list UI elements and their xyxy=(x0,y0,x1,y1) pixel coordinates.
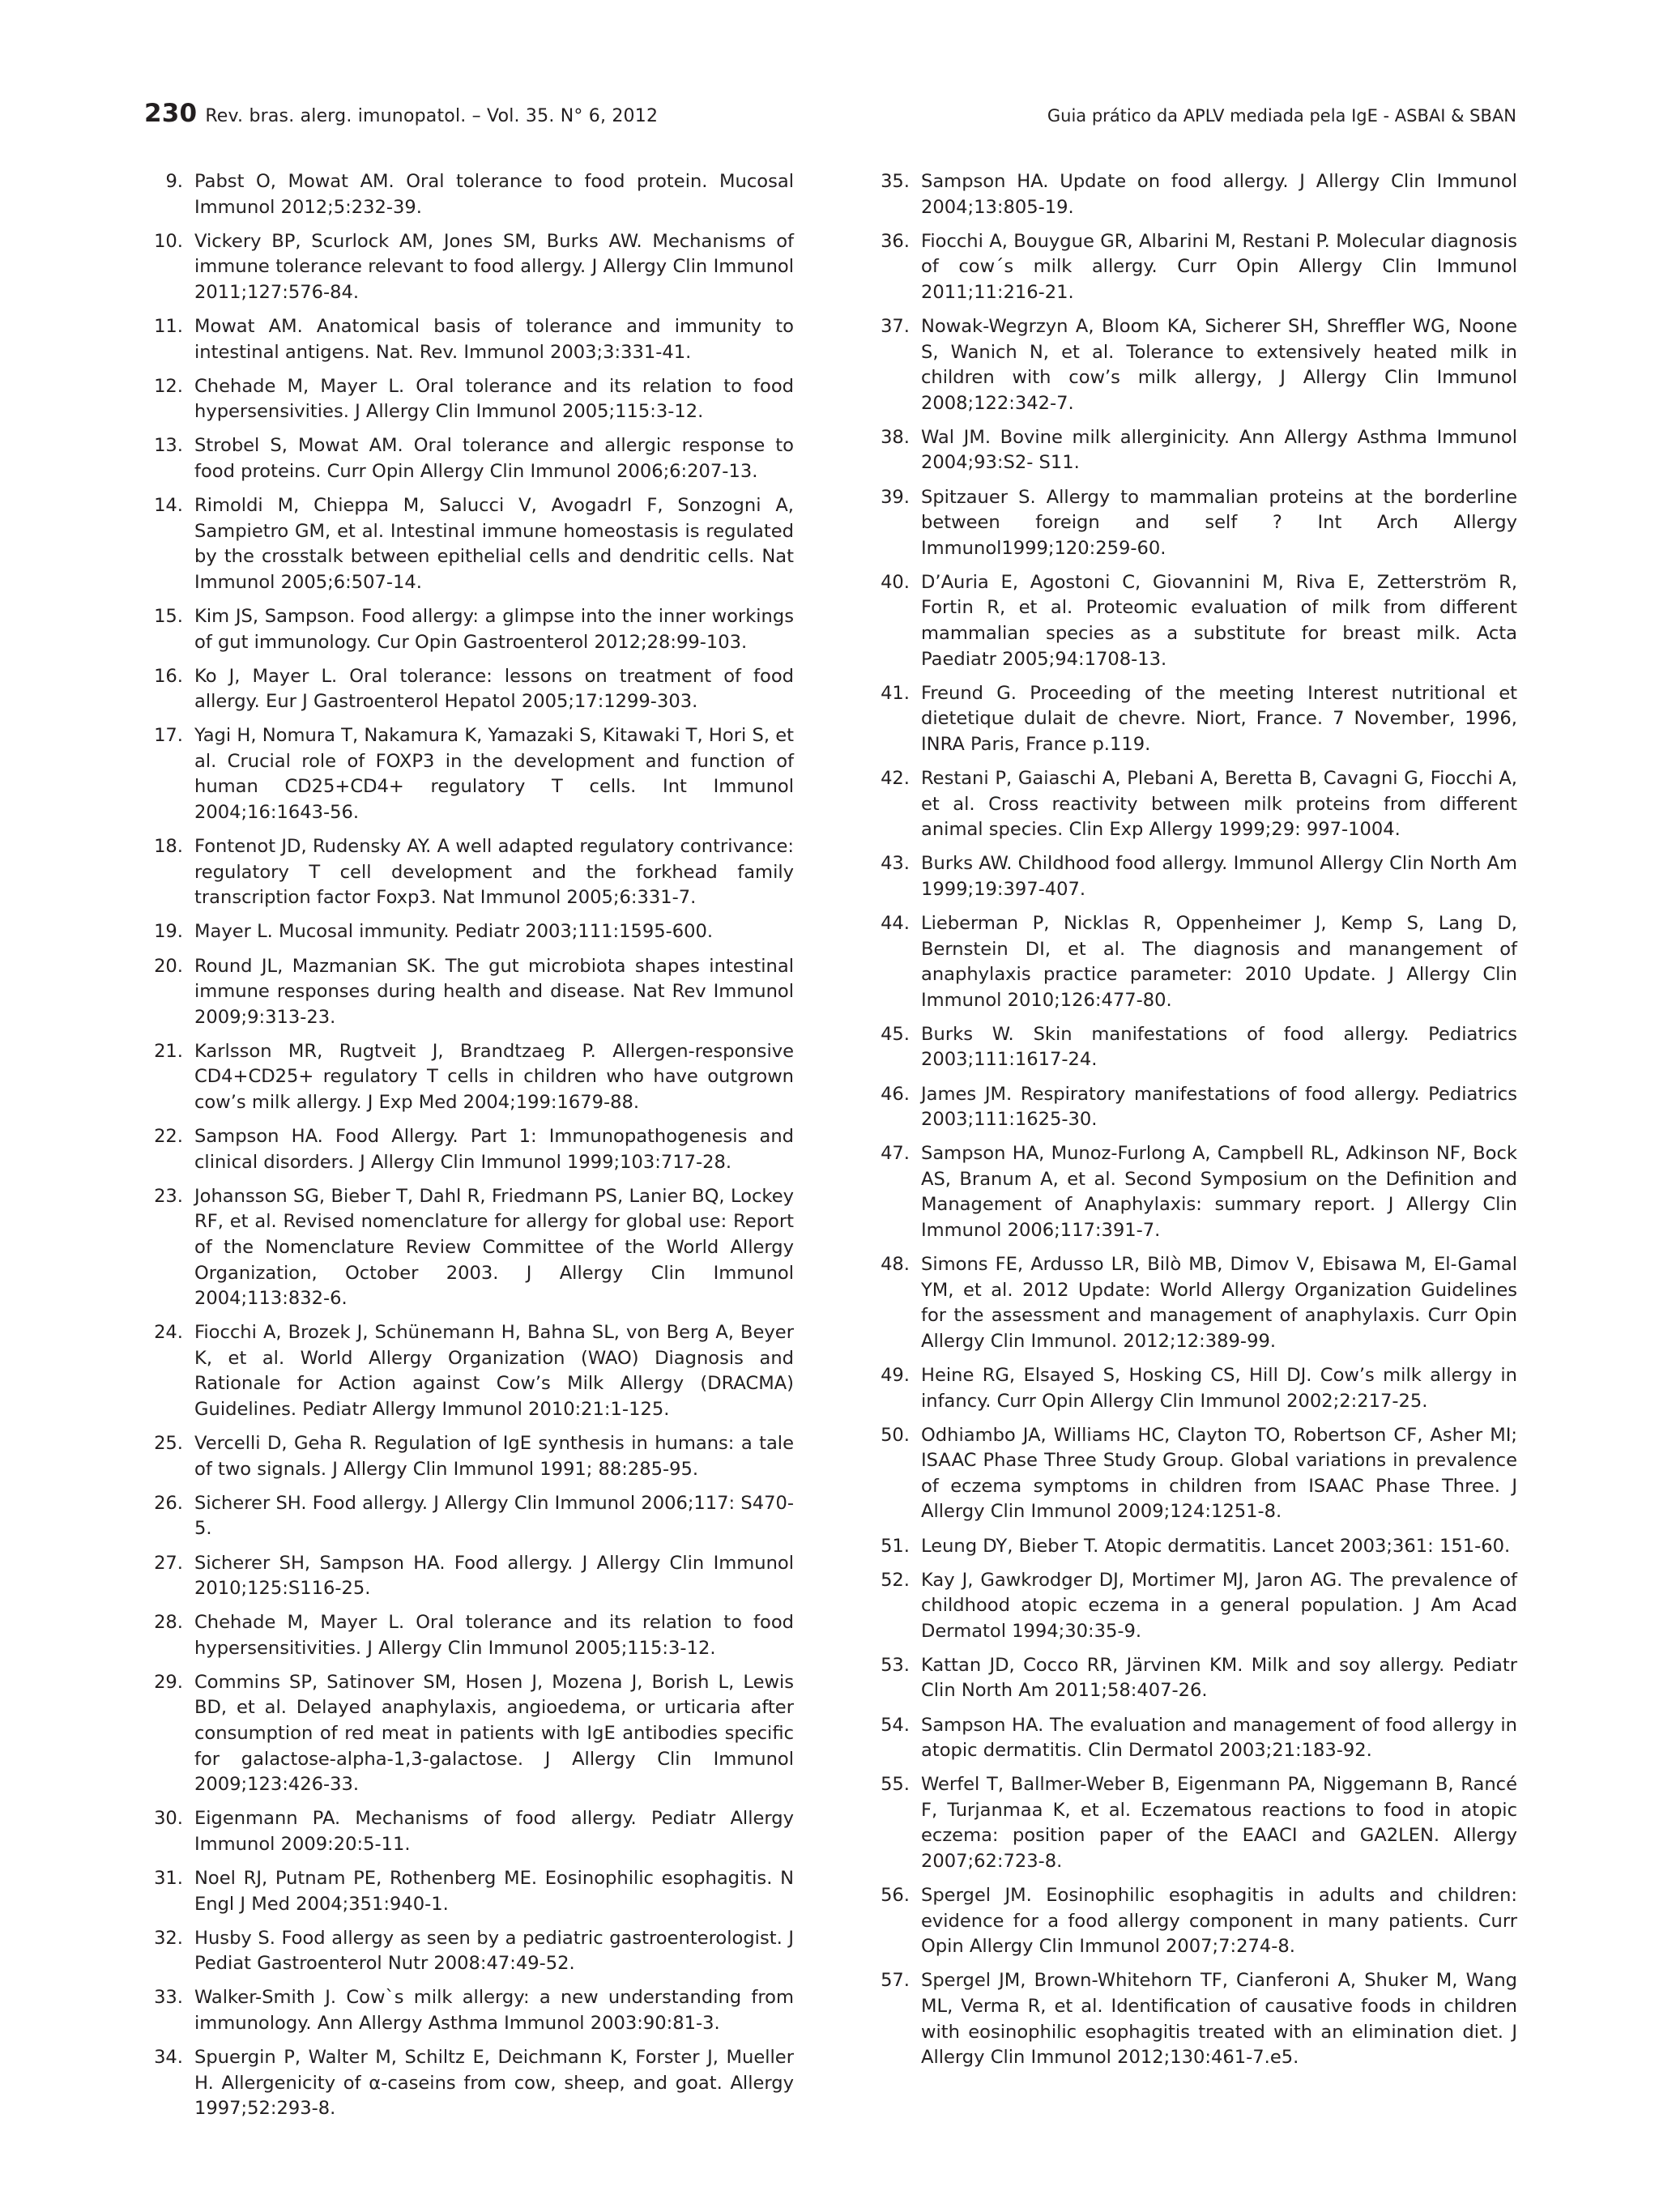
reference-item xyxy=(871,1653,1517,1704)
reference-text: Walker-Smith J. Cow`s milk allergy: a new understanding from immunology. Ann Allergy Asthma Immunol 2003:90:81-3. xyxy=(194,1987,794,2034)
reference-item xyxy=(871,1568,1517,1645)
reference-text: Fiocchi A, Brozek J, Schünemann H, Bahna SL, von Berg A, Beyer K, et al. World Allergy Organization (WAO) Diagnosis and Rationale for Action against Cow’s Milk Allergy (DRACMA) Guidelines. Pediatr Allergy Immunol 2010:21:1-125. xyxy=(194,1322,794,1421)
reference-text: Sicherer SH. Food allergy. J Allergy Clin Immunol 2006;117: S470-5. xyxy=(194,1492,794,1540)
reference-number: 17. xyxy=(154,725,183,747)
reference-text: Heine RG, Elsayed S, Hosking CS, Hill DJ. Cow’s milk allergy in infancy. Curr Opin Allergy Clin Immunol 2002;2:217-25. xyxy=(921,1364,1517,1412)
reference-number: 47. xyxy=(881,1143,910,1165)
reference-text: Johansson SG, Bieber T, Dahl R, Friedmann PS, Lanier BQ, Lockey RF, et al. Revised nomenclature for allergy for global use: Report of the Nomenclature Review Committee of the World Allergy Organization, October 2003. J Allergy Clin Immunol 2004;113:832-6. xyxy=(194,1185,794,1310)
reference-text: Vercelli D, Geha R. Regulation of IgE synthesis in humans: a tale of two signals. J Allergy Clin Immunol 1991; 88:285-95. xyxy=(194,1433,794,1480)
reference-number: 35. xyxy=(881,171,910,192)
reference-item xyxy=(144,1039,794,1116)
reference-number: 23. xyxy=(154,1185,183,1207)
reference-number: 33. xyxy=(154,1987,183,2009)
reference-text: Wal JM. Bovine milk allerginicity. Ann Allergy Asthma Immunol 2004;93:S2- S11. xyxy=(921,426,1517,474)
reference-number: 49. xyxy=(881,1364,910,1386)
reference-item xyxy=(144,1320,794,1422)
page-number: 230 xyxy=(144,99,198,128)
reference-text: Round JL, Mazmanian SK. The gut microbiota shapes intestinal immune responses during health and disease. Nat Rev Immunol 2009;9:313-23. xyxy=(194,955,794,1028)
reference-text: Restani P, Gaiaschi A, Plebani A, Beretta B, Cavagni G, Fiocchi A, et al. Cross reactivity between milk proteins from different animal species. Clin Exp Allergy 1999;29: 997-1004. xyxy=(921,767,1517,841)
reference-item xyxy=(871,1252,1517,1354)
reference-number: 29. xyxy=(154,1671,183,1693)
reference-number: 45. xyxy=(881,1023,910,1045)
reference-text: Kay J, Gawkrodger DJ, Mortimer MJ, Jaron AG. The prevalence of childhood atopic eczema in a general population. J Am Acad Dermatol 1994;30:35-9. xyxy=(921,1569,1517,1642)
reference-item xyxy=(871,229,1517,306)
reference-number: 21. xyxy=(154,1040,183,1062)
reference-item xyxy=(144,1866,794,1917)
reference-number: 12. xyxy=(154,375,183,397)
reference-text: Fontenot JD, Rudensky AY. A well adapted regulatory contrivance: regulatory T cell development and the forkhead family transcription factor Foxp3. Nat Immunol 2005;6:331-7. xyxy=(194,836,794,909)
reference-text: Werfel T, Ballmer-Weber B, Eigenmann PA, Niggemann B, Rancé F, Turjanmaa K, et al. Eczematous reactions to food in atopic eczema: position paper of the EAACI and GA2LEN. Allergy 2007;62:723-8. xyxy=(921,1774,1517,1873)
reference-text: Strobel S, Mowat AM. Oral tolerance and allergic response to food proteins. Curr Opin Allergy Clin Immunol 2006;6:207-13. xyxy=(194,435,794,482)
reference-number: 19. xyxy=(154,921,183,943)
reference-item xyxy=(871,314,1517,416)
reference-text: Sicherer SH, Sampson HA. Food allergy. J Allergy Clin Immunol 2010;125:S116-25. xyxy=(194,1552,794,1600)
reference-text: Husby S. Food allergy as seen by a pediatric gastroenterologist. J Pediat Gastroenterol Nutr 2008:47:49-52. xyxy=(194,1927,794,1975)
reference-number: 18. xyxy=(154,836,183,858)
reference-text: Chehade M, Mayer L. Oral tolerance and its relation to food hypersensivities. J Allergy Clin Immunol 2005;115:3-12. xyxy=(194,375,794,423)
reference-number: 13. xyxy=(154,435,183,457)
reference-item xyxy=(871,851,1517,902)
reference-number: 55. xyxy=(881,1774,910,1796)
reference-item xyxy=(871,1082,1517,1133)
reference-number: 51. xyxy=(881,1535,910,1557)
reference-number: 36. xyxy=(881,230,910,252)
journal-citation: Rev. bras. alerg. imunopatol. – Vol. 35. N° 6, 2012 xyxy=(205,106,659,126)
reference-number: 11. xyxy=(154,315,183,337)
reference-item xyxy=(144,169,794,220)
reference-item xyxy=(144,229,794,306)
reference-number: 34. xyxy=(154,2047,183,2069)
reference-text: Mowat AM. Anatomical basis of tolerance and immunity to intestinal antigens. Nat. Rev. Immunol 2003;3:331-41. xyxy=(194,315,794,363)
reference-number: 30. xyxy=(154,1808,183,1830)
reference-number: 39. xyxy=(881,486,910,508)
reference-item xyxy=(871,1363,1517,1414)
reference-item xyxy=(871,425,1517,476)
reference-number: 20. xyxy=(154,955,183,977)
reference-number: 46. xyxy=(881,1083,910,1105)
reference-item xyxy=(871,169,1517,220)
reference-number: 38. xyxy=(881,426,910,448)
reference-text: Burks W. Skin manifestations of food allergy. Pediatrics 2003;111:1617-24. xyxy=(921,1023,1517,1071)
reference-text: Rimoldi M, Chieppa M, Salucci V, AvogadrI F, Sonzogni A, Sampietro GM, et al. Intestinal immune homeostasis is regulated by the crosstalk between epithelial cells and dendritic cells. Nat Immunol 2005;6:507-14. xyxy=(194,495,794,593)
reference-number: 42. xyxy=(881,767,910,789)
reference-number: 41. xyxy=(881,682,910,704)
reference-item xyxy=(871,766,1517,843)
reference-item xyxy=(144,664,794,715)
reference-number: 43. xyxy=(881,853,910,875)
references-left-column xyxy=(144,169,794,2130)
reference-number: 44. xyxy=(881,912,910,934)
reference-text: Spergel JM. Eosinophilic esophagitis in adults and children: evidence for a food allergy component in many patients. Curr Opin Allergy Clin Immunol 2007;7:274-8. xyxy=(921,1885,1517,1958)
reference-text: Leung DY, Bieber T. Atopic dermatitis. Lancet 2003;361: 151-60. xyxy=(921,1535,1511,1557)
reference-text: Spitzauer S. Allergy to mammalian proteins at the borderline between foreign and self ? Int Arch Allergy Immunol1999;120:259-60. xyxy=(921,486,1517,559)
reference-text: Pabst O, Mowat AM. Oral tolerance to food protein. Mucosal Immunol 2012;5:232-39. xyxy=(194,171,794,218)
reference-text: Freund G. Proceeding of the meeting Interest nutritional et dietetique dulait de chevre. Niort, France. 7 November, 1996, INRA Paris, France p.119. xyxy=(921,682,1517,755)
reference-number: 14. xyxy=(154,495,183,517)
reference-item xyxy=(144,1431,794,1482)
reference-item xyxy=(871,1022,1517,1073)
reference-text: Eigenmann PA. Mechanisms of food allergy. Pediatr Allergy Immunol 2009:20:5-11. xyxy=(194,1808,794,1855)
reference-number: 26. xyxy=(154,1492,183,1514)
reference-item xyxy=(144,1670,794,1798)
reference-text: Mayer L. Mucosal immunity. Pediatr 2003;111:1595-600. xyxy=(194,921,714,943)
reference-text: Sampson HA. The evaluation and management of food allergy in atopic dermatitis. Clin Dermatol 2003;21:183-92. xyxy=(921,1714,1517,1762)
reference-number: 24. xyxy=(154,1322,183,1344)
reference-item xyxy=(144,723,794,825)
references-right-column xyxy=(871,169,1517,2079)
reference-item xyxy=(144,433,794,484)
reference-number: 56. xyxy=(881,1885,910,1907)
reference-item xyxy=(144,493,794,595)
reference-item xyxy=(871,911,1517,1013)
reference-number: 37. xyxy=(881,315,910,337)
reference-item xyxy=(871,1423,1517,1525)
reference-item xyxy=(871,570,1517,672)
reference-text: Simons FE, Ardusso LR, Bilò MB, Dimov V, Ebisawa M, El-Gamal YM, et al. 2012 Update: World Allergy Organization Guidelines for the assessment and management of anaphylaxis. Curr Opin Allergy Clin Immunol. 2012;12:389-99. xyxy=(921,1254,1517,1352)
reference-item xyxy=(144,604,794,655)
reference-number: 32. xyxy=(154,1927,183,1949)
reference-text: Commins SP, Satinover SM, Hosen J, Mozena J, Borish L, Lewis BD, et al. Delayed anaphylaxis, angioedema, or urticaria after consumption of red meat in patients with IgE antibodies specific for galactose-alpha-1,3-galactose. J Allergy Clin Immunol 2009;123:426-33. xyxy=(194,1671,794,1796)
reference-number: 9. xyxy=(165,171,183,192)
header-left xyxy=(144,99,658,128)
reference-item xyxy=(871,681,1517,758)
reference-text: Fiocchi A, Bouygue GR, Albarini M, Restani P. Molecular diagnosis of cow´s milk allergy. Curr Opin Allergy Clin Immunol 2011;11:216-21. xyxy=(921,230,1517,303)
reference-item xyxy=(871,1534,1517,1560)
reference-text: Yagi H, Nomura T, Nakamura K, Yamazaki S, Kitawaki T, Hori S, et al. Crucial role of FOXP3 in the development and function of human CD25+CD4+ regulatory T cells. Int Immunol 2004;16:1643-56. xyxy=(194,725,794,824)
reference-text: Noel RJ, Putnam PE, Rothenberg ME. Eosinophilic esophagitis. N Engl J Med 2004;351:940-1. xyxy=(194,1868,794,1915)
reference-item xyxy=(144,2045,794,2122)
reference-text: Nowak-Wegrzyn A, Bloom KA, Sicherer SH, Shreffler WG, Noone S, Wanich N, et al. Tolerance to extensively heated milk in children with cow’s milk allergy, J Allergy Clin Immunol 2008;122:342-7. xyxy=(921,315,1517,414)
reference-item xyxy=(144,919,794,945)
reference-item xyxy=(144,1806,794,1857)
reference-item xyxy=(144,1124,794,1175)
reference-item xyxy=(144,1551,794,1602)
reference-item xyxy=(144,314,794,365)
reference-text: Ko J, Mayer L. Oral tolerance: lessons on treatment of food allergy. Eur J Gastroenterol Hepatol 2005;17:1299-303. xyxy=(194,665,794,713)
reference-number: 25. xyxy=(154,1433,183,1455)
reference-number: 48. xyxy=(881,1254,910,1276)
reference-number: 10. xyxy=(154,230,183,252)
reference-number: 57. xyxy=(881,1970,910,1992)
reference-text: Kim JS, Sampson. Food allergy: a glimpse into the inner workings of gut immunology. Cur Opin Gastroenterol 2012;28:99-103. xyxy=(194,605,794,653)
reference-item xyxy=(144,1985,794,2036)
reference-text: Chehade M, Mayer L. Oral tolerance and its relation to food hypersensitivities. J Allergy Clin Immunol 2005;115:3-12. xyxy=(194,1612,794,1659)
reference-number: 22. xyxy=(154,1126,183,1148)
reference-item xyxy=(871,1883,1517,1960)
page-header xyxy=(144,99,1516,131)
reference-number: 53. xyxy=(881,1654,910,1676)
reference-text: Sampson HA, Munoz-Furlong A, Campbell RL, Adkinson NF, Bock AS, Branum A, et al. Second Symposium on the Definition and Management of Anaphylaxis: summary report. J Allergy Clin Immunol 2006;117:391-7. xyxy=(921,1143,1517,1241)
reference-text: Karlsson MR, Rugtveit J, Brandtzaeg P. Allergen-responsive CD4+CD25+ regulatory T cells in children who have outgrown cow’s milk allergy. J Exp Med 2004;199:1679-88. xyxy=(194,1040,794,1113)
reference-item xyxy=(144,1610,794,1661)
reference-item xyxy=(144,374,794,425)
reference-number: 31. xyxy=(154,1868,183,1890)
reference-item xyxy=(144,954,794,1031)
reference-item xyxy=(871,1772,1517,1874)
reference-text: Burks AW. Childhood food allergy. Immunol Allergy Clin North Am 1999;19:397-407. xyxy=(921,853,1517,900)
running-title: Guia prático da APLV mediada pela IgE - ASBAI & SBAN xyxy=(1047,106,1516,126)
reference-text: Spergel JM, Brown-Whitehorn TF, Cianferoni A, Shuker M, Wang ML, Verma R, et al. Identification of causative foods in children with eosinophilic esophagitis treated with an elimination diet. J Allergy Clin Immunol 2012;130:461-7.e5. xyxy=(921,1970,1517,2069)
reference-number: 54. xyxy=(881,1714,910,1736)
reference-item xyxy=(144,1491,794,1542)
reference-number: 28. xyxy=(154,1612,183,1634)
reference-item xyxy=(871,1968,1517,2070)
reference-item xyxy=(144,834,794,911)
reference-number: 40. xyxy=(881,571,910,593)
reference-text: Sampson HA. Food Allergy. Part 1: Immunopathogenesis and clinical disorders. J Allergy Clin Immunol 1999;103:717-28. xyxy=(194,1126,794,1173)
reference-number: 16. xyxy=(154,665,183,687)
reference-item xyxy=(871,485,1517,562)
reference-text: Lieberman P, Nicklas R, Oppenheimer J, Kemp S, Lang D, Bernstein DI, et al. The diagnosis and manangement of anaphylaxis practice parameter: 2010 Update. J Allergy Clin Immunol 2010;126:477-80. xyxy=(921,912,1517,1011)
reference-number: 15. xyxy=(154,605,183,627)
reference-text: James JM. Respiratory manifestations of food allergy. Pediatrics 2003;111:1625-30. xyxy=(921,1083,1517,1131)
reference-text: D’Auria E, Agostoni C, Giovannini M, Riva E, Zetterström R, Fortin R, et al. Proteomic evaluation of milk from different mammalian species as a substitute for breast milk. Acta Paediatr 2005;94:1708-13. xyxy=(921,571,1517,670)
reference-number: 27. xyxy=(154,1552,183,1574)
reference-number: 52. xyxy=(881,1569,910,1591)
reference-item xyxy=(871,1141,1517,1243)
reference-item xyxy=(144,1926,794,1977)
reference-text: Kattan JD, Cocco RR, Järvinen KM. Milk and soy allergy. Pediatr Clin North Am 2011;58:407-26. xyxy=(921,1654,1517,1702)
reference-text: Spuergin P, Walter M, Schiltz E, Deichmann K, Forster J, Mueller H. Allergenicity of α-caseins from cow, sheep, and goat. Allergy 1997;52:293-8. xyxy=(194,2047,794,2120)
reference-text: Sampson HA. Update on food allergy. J Allergy Clin Immunol 2004;13:805-19. xyxy=(921,171,1517,218)
reference-item xyxy=(871,1713,1517,1764)
reference-text: Odhiambo JA, Williams HC, Clayton TO, Robertson CF, Asher MI; ISAAC Phase Three Study Group. Global variations in prevalence of eczema symptoms in children from ISAAC Phase Three. J Allergy Clin Immunol 2009;124:1251-8. xyxy=(921,1424,1517,1523)
reference-item xyxy=(144,1184,794,1312)
reference-text: Vickery BP, Scurlock AM, Jones SM, Burks AW. Mechanisms of immune tolerance relevant to food allergy. J Allergy Clin Immunol 2011;127:576-84. xyxy=(194,230,794,303)
reference-number: 50. xyxy=(881,1424,910,1446)
